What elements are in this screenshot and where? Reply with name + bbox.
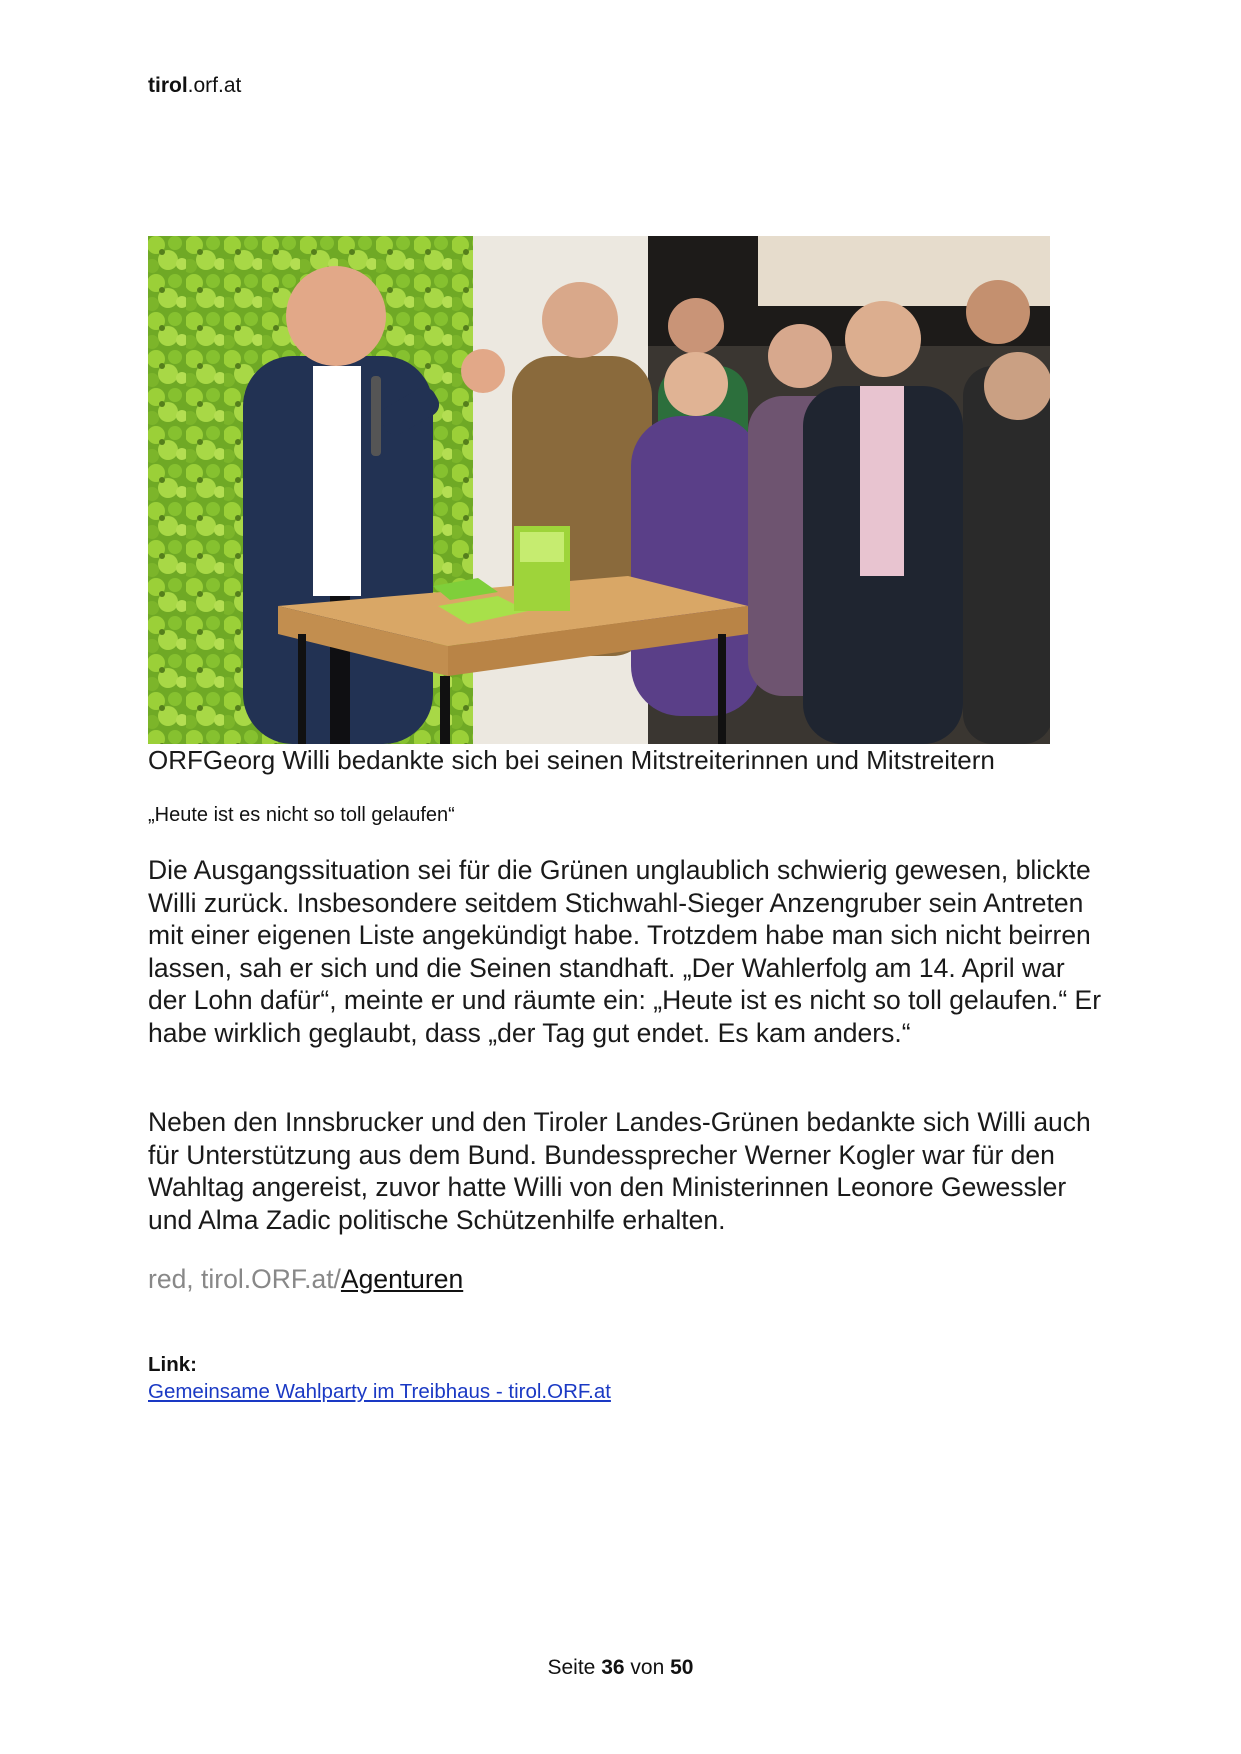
article-paragraph: Die Ausgangssituation sei für die Grünen unglaublich schwierig gewesen, blickte Willi zurück. Insbesondere seitdem Stichwahl-Sieger Anzengruber sein Antreten mit einer eigenen Liste angekündigt habe. Trotzdem habe man sich nicht beirren lassen, sah er sich und die Seinen standhaft. „Der Wahlerfolg am 14. April war der Lohn dafür“, meinte er und räumte ein: „Heute ist es nicht so toll gelaufen.“ Er habe wirklich geglaubt, dass „der Tag gut endet. Es kam anders.“ xyxy=(148,855,1102,1048)
source-link-agenturen[interactable]: Agenturen xyxy=(340,1264,464,1294)
of-label: von xyxy=(630,1656,665,1679)
page-current: 36 xyxy=(601,1656,625,1679)
page-label: Seite xyxy=(547,1656,596,1679)
site-name-domain: .orf.at xyxy=(187,74,242,97)
article-photo xyxy=(148,236,1050,744)
article-subheading: „Heute ist es nicht so toll gelaufen“ xyxy=(148,804,455,826)
page-total: 50 xyxy=(670,1656,694,1679)
source-prefix: red, tirol.ORF.at/ xyxy=(148,1264,341,1294)
site-header xyxy=(148,74,241,98)
microphone xyxy=(371,376,381,456)
caption-text: Georg Willi bedankte sich bei seinen Mitstreiterinnen und Mitstreitern xyxy=(202,745,995,775)
links-label: Link: xyxy=(148,1353,197,1376)
photo-caption xyxy=(148,745,995,776)
caption-credit: ORF xyxy=(148,745,203,775)
related-link[interactable]: Gemeinsame Wahlparty im Treibhaus - tirol.ORF.at xyxy=(148,1380,611,1403)
site-name-bold: tirol xyxy=(148,74,188,97)
article-source xyxy=(148,1264,463,1295)
article-paragraph: Neben den Innsbrucker und den Tiroler Landes-Grünen bedankte sich Willi auch für Unterstützung aus dem Bund. Bundessprecher Werner Kogler war für den Wahltag angereist, zuvor hatte Willi von den Ministerinnen Leonore Gewessler und Alma Zadic politische Schützenhilfe erhalten. xyxy=(148,1107,1091,1235)
page-footer xyxy=(0,1656,1241,1680)
